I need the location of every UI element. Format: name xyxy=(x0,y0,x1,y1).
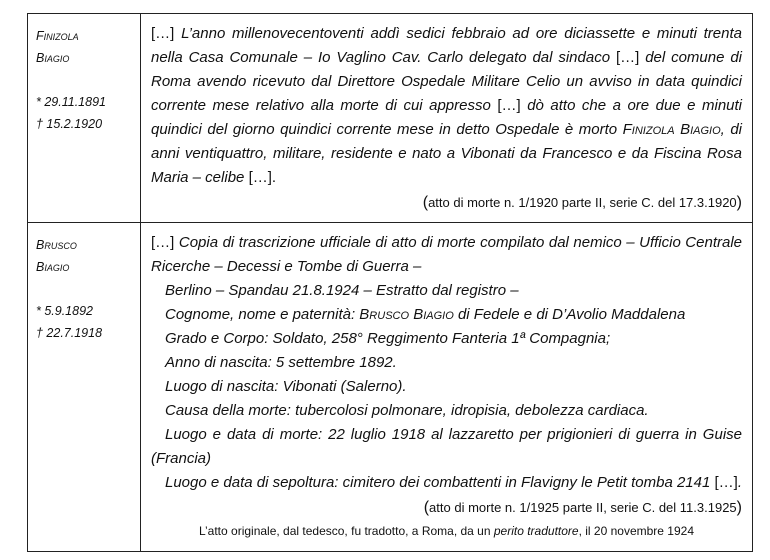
record-reference: (atto di morte n. 1/1925 parte II, serie C. del 11.3.1925) xyxy=(423,499,742,516)
record-line: Luogo e data di sepoltura: cimitero dei combattenti in Flavigny le Petit tomba 2141 […]. xyxy=(165,474,743,491)
records-table xyxy=(27,13,753,552)
record-row xyxy=(28,14,753,223)
record-text-cell xyxy=(141,223,753,552)
record-line: Luogo di nascita: Vibonati (Salerno). xyxy=(165,378,407,395)
person-given-name: Biagio xyxy=(36,260,70,274)
record-text-cell xyxy=(141,14,753,223)
record-line: Luogo e data di morte: 22 luglio 1918 al lazzaretto per prigionieri di guerra in Guise (Francia) xyxy=(151,426,742,467)
record-line: Berlino – Spandau 21.8.1924 – Estratto dal registro – xyxy=(165,282,519,299)
record-line: Grado e Corpo: Soldato, 258° Reggimento Fanteria 1ª Compagnia; xyxy=(165,330,611,347)
person-cell xyxy=(28,14,141,223)
deceased-name: Brusco Biagio xyxy=(359,306,454,323)
translation-note: L’atto originale, dal tedesco, fu tradotto, a Roma, da un perito traduttore, il 20 novembre 1924 xyxy=(199,524,694,538)
record-row xyxy=(28,223,753,552)
person-given-name: Biagio xyxy=(36,51,70,65)
person-cell xyxy=(28,223,141,552)
birth-date: * 29.11.1891 xyxy=(36,95,106,109)
person-surname: Brusco xyxy=(36,238,77,252)
record-line: Causa della morte: tubercolosi polmonare, idropisia, debolezza cardiaca. xyxy=(165,402,649,419)
death-date: † 15.2.1920 xyxy=(36,117,103,131)
death-date: † 22.7.1918 xyxy=(36,326,103,340)
deceased-name: Finizola Biagio xyxy=(622,121,721,138)
record-paragraph: […] L’anno millenovecentoventi addì sedici febbraio ad ore diciassette e minuti trenta nella Casa Comunale – Io Vaglino Cav. Carlo delegato dal sindaco […] del comune di Roma avendo ricevuto dal Direttore Ospedale Militare Celio un avviso in data quindici corrente mese relativo alla morte di cui appresso […] dò atto che a ore due e minuti quindici del giorno quindici corrente mese in detto Ospedale è morto Finizola Biagio, di anni ventiquattro, militare, residente e nato a Vibonati da Francesco e da Fiscina Rosa Maria – celibe […]. xyxy=(151,25,743,186)
record-line: Anno di nascita: 5 settembre 1892. xyxy=(165,354,397,371)
person-surname: Finizola xyxy=(36,29,79,43)
record-line: Cognome, nome e paternità: Brusco Biagio di Fedele e di D’Avolio Maddalena xyxy=(165,306,686,323)
birth-date: * 5.9.1892 xyxy=(36,304,93,318)
record-reference: (atto di morte n. 1/1920 parte II, serie C. del 17.3.1920) xyxy=(422,194,742,211)
record-intro: […] Copia di trascrizione ufficiale di atto di morte compilato dal nemico – Ufficio Centrale Ricerche – Decessi e Tombe di Guerra – xyxy=(151,234,743,275)
